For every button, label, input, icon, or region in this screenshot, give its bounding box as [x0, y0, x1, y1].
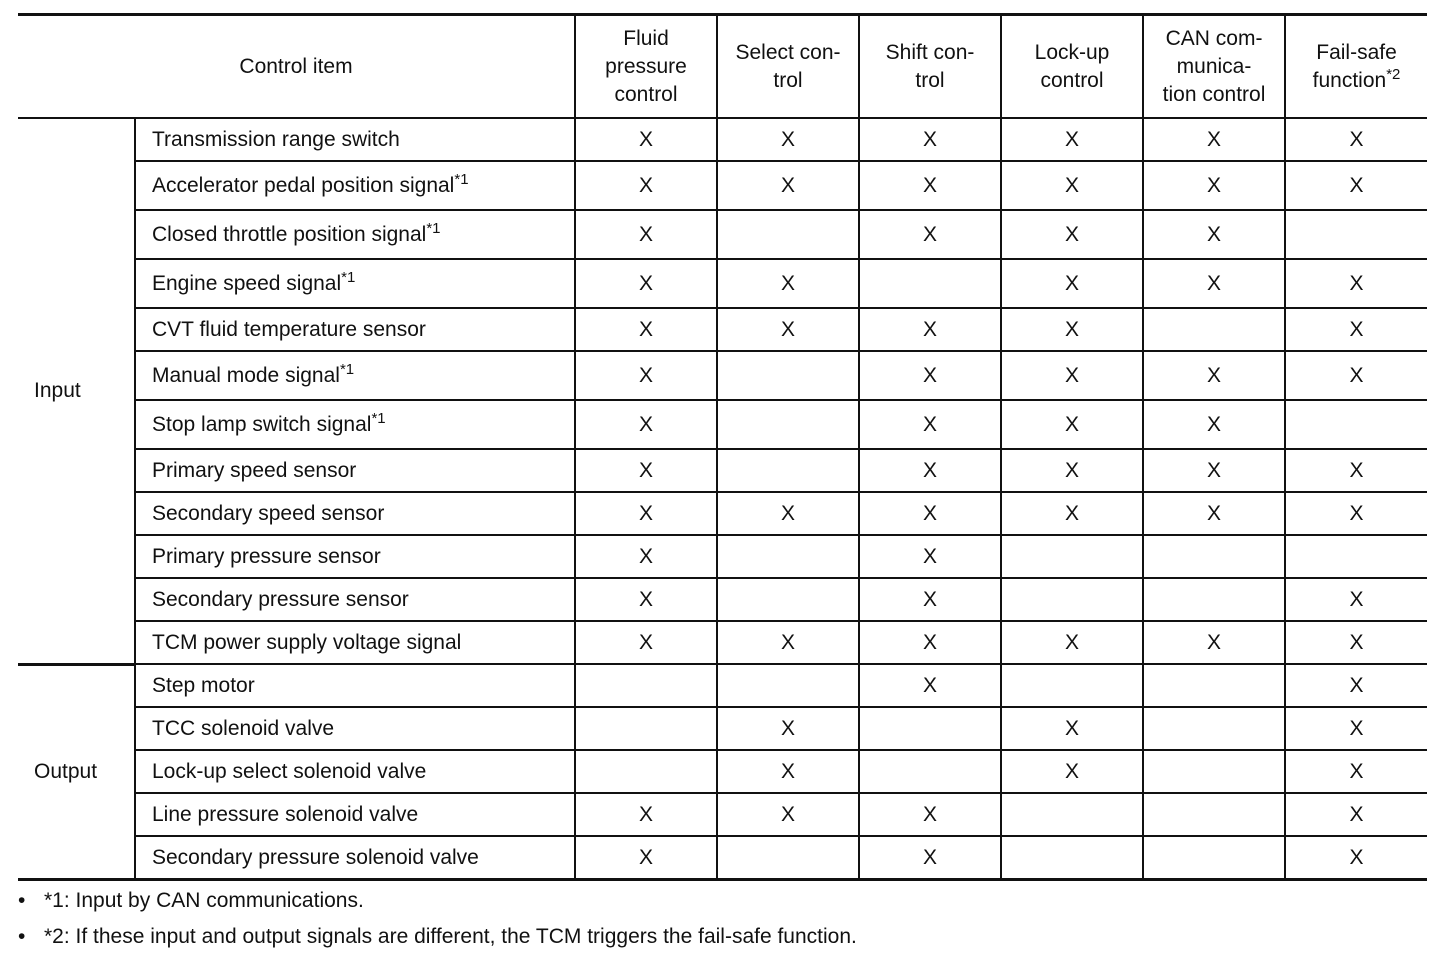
mark-cell: X [575, 449, 717, 492]
mark-cell: X [717, 118, 859, 161]
mark-cell [1143, 308, 1285, 351]
header-line: Fail-safe [1316, 40, 1397, 64]
mark-cell: X [575, 578, 717, 621]
control-item-cell [135, 793, 575, 836]
footnote-ref: *2 [1386, 65, 1401, 83]
mark-cell: X [575, 308, 717, 351]
mark-cell: X [859, 836, 1001, 880]
header-column [1001, 15, 1143, 119]
mark-cell: X [859, 400, 1001, 449]
mark-cell: X [1001, 118, 1143, 161]
mark-cell: X [575, 161, 717, 210]
mark-cell: X [717, 161, 859, 210]
table-row [18, 308, 1427, 351]
control-item-cell [135, 492, 575, 535]
mark-cell [1143, 836, 1285, 880]
control-item-cell [135, 707, 575, 750]
mark-cell: X [1143, 351, 1285, 400]
header-line-text: function [1312, 68, 1387, 92]
control-item-cell [135, 259, 575, 308]
control-item-label: Line pressure solenoid valve [152, 802, 419, 826]
mark-cell [1143, 664, 1285, 707]
mark-cell: X [717, 259, 859, 308]
mark-cell [1001, 535, 1143, 578]
mark-cell: X [1285, 259, 1427, 308]
mark-cell [717, 836, 859, 880]
control-item-cell [135, 750, 575, 793]
mark-cell: X [575, 535, 717, 578]
header-column [1285, 15, 1427, 119]
control-item-label: Accelerator pedal position signal [152, 173, 455, 197]
mark-cell: X [1285, 161, 1427, 210]
mark-cell [859, 750, 1001, 793]
mark-cell [717, 449, 859, 492]
mark-cell: X [1285, 492, 1427, 535]
mark-cell: X [1143, 259, 1285, 308]
mark-cell: X [1001, 707, 1143, 750]
mark-cell [1143, 793, 1285, 836]
mark-cell: X [859, 210, 1001, 259]
footnote-ref: *1 [339, 360, 355, 378]
mark-cell: X [1285, 308, 1427, 351]
header-column [575, 15, 717, 119]
mark-cell: X [1143, 449, 1285, 492]
mark-cell [575, 664, 717, 707]
header-column [1143, 15, 1285, 119]
mark-cell [1285, 535, 1427, 578]
mark-cell: X [1001, 621, 1143, 664]
mark-cell: X [859, 308, 1001, 351]
mark-cell: X [1001, 308, 1143, 351]
footnotes [18, 883, 857, 955]
header-line: Shift con- [885, 40, 975, 64]
footnote-text: *2: If these input and output signals are different, the TCM triggers the fail-safe function. [44, 925, 857, 948]
mark-cell: X [575, 621, 717, 664]
mark-cell: X [575, 351, 717, 400]
control-item-cell [135, 449, 575, 492]
control-item-cell [135, 308, 575, 351]
mark-cell: X [575, 210, 717, 259]
table-row [18, 750, 1427, 793]
table-row [18, 161, 1427, 210]
mark-cell: X [1143, 621, 1285, 664]
mark-cell: X [1143, 210, 1285, 259]
footnote [18, 919, 857, 955]
group-label: Output [18, 664, 135, 880]
header-line: pressure [605, 54, 687, 78]
mark-cell: X [859, 161, 1001, 210]
mark-cell [717, 664, 859, 707]
mark-cell: X [717, 621, 859, 664]
mark-cell: X [1285, 621, 1427, 664]
control-item-label: Closed throttle position signal [152, 222, 427, 246]
mark-cell [575, 707, 717, 750]
mark-cell [859, 707, 1001, 750]
mark-cell [1001, 836, 1143, 880]
mark-cell: X [717, 492, 859, 535]
mark-cell: X [859, 621, 1001, 664]
mark-cell [1001, 793, 1143, 836]
mark-cell: X [575, 793, 717, 836]
mark-cell: X [859, 578, 1001, 621]
table-row [18, 664, 1427, 707]
mark-cell [717, 578, 859, 621]
table-row [18, 351, 1427, 400]
mark-cell: X [1143, 161, 1285, 210]
control-item-label: TCC solenoid valve [152, 716, 335, 740]
mark-cell: X [717, 707, 859, 750]
header-line: trol [773, 68, 803, 92]
mark-cell [575, 750, 717, 793]
table-body [18, 118, 1427, 880]
mark-cell: X [717, 308, 859, 351]
mark-cell: X [1285, 707, 1427, 750]
mark-cell: X [1285, 578, 1427, 621]
control-item-cell [135, 578, 575, 621]
mark-cell: X [859, 351, 1001, 400]
mark-cell: X [717, 793, 859, 836]
mark-cell: X [1143, 118, 1285, 161]
control-item-cell [135, 400, 575, 449]
control-item-label: Stop lamp switch signal [152, 412, 372, 436]
mark-cell [717, 210, 859, 259]
mark-cell: X [575, 400, 717, 449]
mark-cell: X [859, 492, 1001, 535]
header-column [717, 15, 859, 119]
table-row [18, 836, 1427, 880]
control-item-label: Primary speed sensor [152, 458, 357, 482]
control-item-cell [135, 351, 575, 400]
header-line [1292, 67, 1421, 95]
mark-cell: X [1143, 400, 1285, 449]
mark-cell: X [1001, 492, 1143, 535]
table-row [18, 259, 1427, 308]
footnote-ref: *1 [426, 219, 441, 237]
mark-cell [1001, 664, 1143, 707]
footnote-ref: *1 [341, 268, 356, 286]
mark-cell: X [859, 664, 1001, 707]
table-row [18, 621, 1427, 664]
mark-cell [717, 535, 859, 578]
mark-cell: X [1001, 259, 1143, 308]
mark-cell: X [1143, 492, 1285, 535]
control-item-table [18, 13, 1427, 881]
mark-cell [717, 351, 859, 400]
mark-cell: X [1285, 750, 1427, 793]
mark-cell: X [1285, 449, 1427, 492]
table-row [18, 400, 1427, 449]
table-row [18, 449, 1427, 492]
mark-cell: X [1285, 118, 1427, 161]
mark-cell: X [575, 836, 717, 880]
mark-cell [1143, 535, 1285, 578]
bullet: • [18, 925, 26, 948]
mark-cell: X [1285, 664, 1427, 707]
control-item-label: Step motor [152, 673, 255, 697]
mark-cell: X [1001, 400, 1143, 449]
table-row [18, 578, 1427, 621]
control-item-label: Transmission range switch [152, 127, 400, 151]
control-item-label: Secondary pressure solenoid valve [152, 845, 479, 869]
mark-cell: X [575, 492, 717, 535]
mark-cell: X [1001, 210, 1143, 259]
control-item-cell [135, 535, 575, 578]
control-item-cell [135, 161, 575, 210]
header-line: munica- [1176, 54, 1252, 78]
header-line: tion control [1162, 82, 1266, 106]
mark-cell: X [717, 750, 859, 793]
mark-cell: X [859, 793, 1001, 836]
mark-cell: X [575, 118, 717, 161]
control-item-label: Secondary speed sensor [152, 501, 385, 525]
mark-cell: X [1001, 161, 1143, 210]
bullet: • [18, 889, 26, 912]
mark-cell: X [859, 118, 1001, 161]
table-row [18, 707, 1427, 750]
mark-cell: X [575, 259, 717, 308]
mark-cell [859, 259, 1001, 308]
mark-cell [1001, 578, 1143, 621]
group-label: Input [18, 118, 135, 664]
mark-cell: X [1001, 351, 1143, 400]
footnote [18, 883, 857, 919]
table-row [18, 118, 1427, 161]
header-control-item: Control item [18, 15, 575, 119]
header-line: Lock-up [1034, 40, 1110, 64]
mark-cell: X [1285, 836, 1427, 880]
mark-cell [1143, 707, 1285, 750]
control-item-label: Engine speed signal [152, 271, 342, 295]
mark-cell [1285, 210, 1427, 259]
table-row [18, 210, 1427, 259]
footnote-ref: *1 [371, 409, 386, 427]
header-line: Fluid [623, 26, 669, 50]
header-line: CAN com- [1165, 26, 1263, 50]
control-item-cell [135, 118, 575, 161]
control-item-cell [135, 836, 575, 880]
mark-cell: X [859, 535, 1001, 578]
mark-cell [1285, 400, 1427, 449]
header-column [859, 15, 1001, 119]
mark-cell: X [1285, 351, 1427, 400]
control-item-label: CVT fluid temperature sensor [152, 317, 426, 341]
mark-cell: X [1285, 793, 1427, 836]
mark-cell [1143, 750, 1285, 793]
mark-cell: X [859, 449, 1001, 492]
footnote-ref: *1 [454, 170, 469, 188]
table-row [18, 535, 1427, 578]
mark-cell: X [1001, 449, 1143, 492]
control-item-label: TCM power supply voltage signal [152, 630, 462, 654]
control-item-cell [135, 210, 575, 259]
mark-cell [717, 400, 859, 449]
header-line: control [1040, 68, 1104, 92]
header-line: Select con- [735, 40, 841, 64]
header-line: trol [915, 68, 945, 92]
control-item-label: Secondary pressure sensor [152, 587, 409, 611]
control-item-cell [135, 664, 575, 707]
table-row [18, 793, 1427, 836]
mark-cell [1143, 578, 1285, 621]
table-row [18, 492, 1427, 535]
footnote-text: *1: Input by CAN communications. [44, 889, 364, 912]
control-item-cell [135, 621, 575, 664]
control-item-label: Lock-up select solenoid valve [152, 759, 427, 783]
header-line: control [614, 82, 678, 106]
control-item-label: Manual mode signal [152, 363, 340, 387]
mark-cell: X [1001, 750, 1143, 793]
header-row [18, 15, 1427, 119]
control-item-label: Primary pressure sensor [152, 544, 381, 568]
